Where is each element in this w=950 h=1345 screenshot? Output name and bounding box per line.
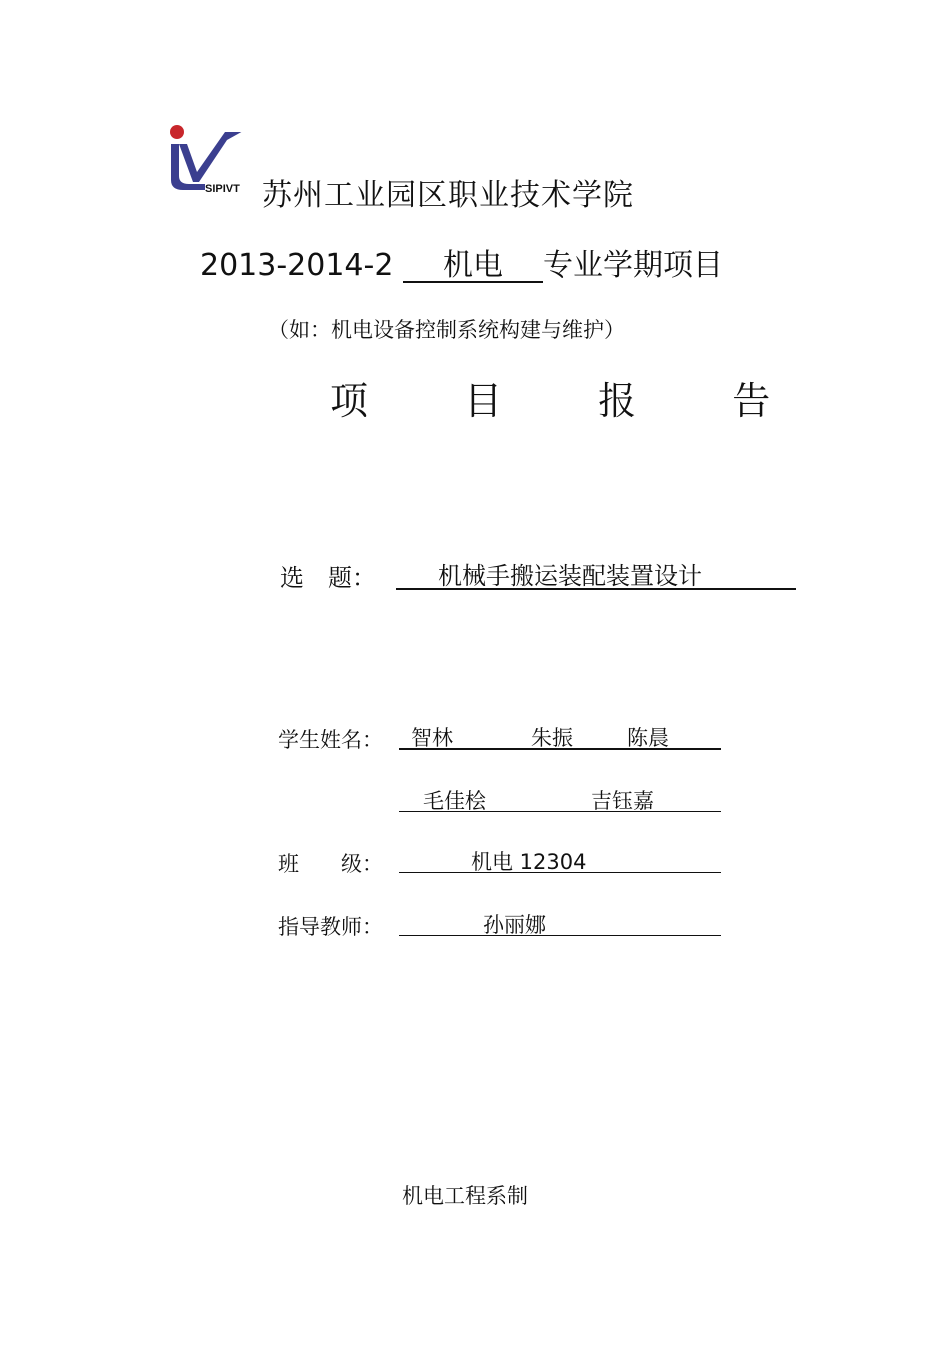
school-name: 苏州工业园区职业技术学院 <box>262 178 634 213</box>
topic-field <box>396 556 796 590</box>
students-row1 <box>399 722 721 750</box>
major: 机电 <box>403 251 543 283</box>
advisor-label: 指导教师： <box>278 915 383 939</box>
advisor-field <box>399 909 721 936</box>
class-value: 机电 12304 <box>471 850 587 874</box>
student-name: 吉钰嘉 <box>591 789 654 813</box>
program-hint: （如：机电设备控制系统构建与维护） <box>268 318 625 342</box>
school-logo-icon <box>165 122 255 198</box>
student-name: 毛佳桧 <box>423 789 486 813</box>
topic-value: 机械手搬运装配装置设计 <box>438 562 702 590</box>
program-suffix: 专业学期项目 <box>542 248 723 283</box>
class-label: 班 级： <box>278 852 383 876</box>
topic-label: 选 题： <box>280 564 376 592</box>
student-name: 陈晨 <box>627 726 669 750</box>
student-name: 朱振 <box>531 726 573 750</box>
program-line <box>200 240 723 284</box>
department-footer: 机电工程系制 <box>402 1184 528 1208</box>
students-row2 <box>399 785 721 812</box>
students-label: 学生姓名： <box>278 728 383 752</box>
class-field <box>399 846 721 873</box>
logo-text: SIPIVT <box>205 183 240 195</box>
advisor-value: 孙丽娜 <box>483 913 546 937</box>
school-logo <box>165 122 255 198</box>
student-name: 智林 <box>411 726 453 750</box>
report-title: 项 目 报 告 <box>330 379 813 423</box>
term: 2013-2014-2 <box>200 248 394 283</box>
